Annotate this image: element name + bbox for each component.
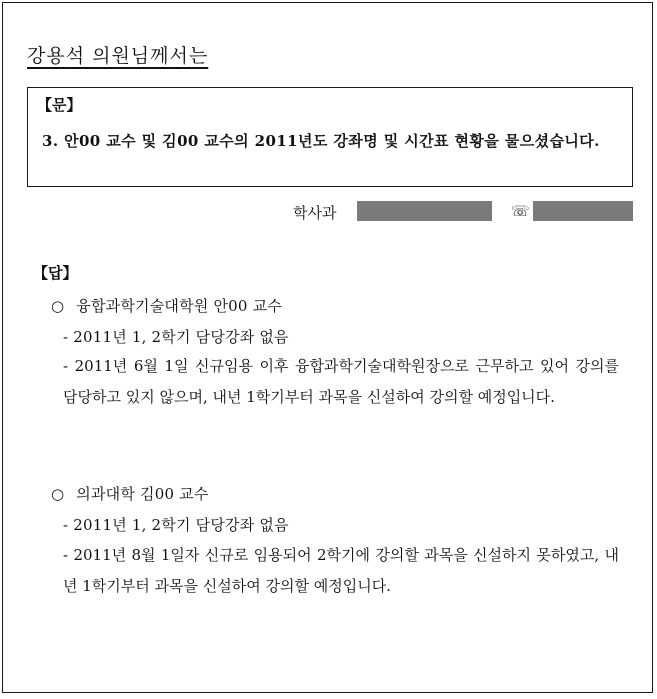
contact-row xyxy=(3,201,654,223)
answer-label: 【답】 xyxy=(33,264,78,282)
circle-bullet-icon: ○ xyxy=(51,297,65,315)
question-text: 3. 안00 교수 및 김00 교수의 2011년도 강좌명 및 시간표 현황을 물으셨습니다. xyxy=(42,132,600,150)
answer-section-1-item-1: - 2011년 1, 2학기 담당강좌 없음 xyxy=(63,328,289,346)
document-page xyxy=(2,2,653,693)
answer-section-2-item-2: - 2011년 8월 1일자 신규로 임용되어 2학기에 강의할 과목을 신설하지 못하였고, 내년 1학기부터 과목을 신설하여 강의할 예정입니다. xyxy=(63,546,619,595)
circle-bullet-icon: ○ xyxy=(51,485,65,503)
section-title: 융합과학기술대학원 안00 교수 xyxy=(76,297,283,315)
section-title: 의과대학 김00 교수 xyxy=(76,485,209,503)
answer-section-2-item-1: - 2011년 1, 2학기 담당강좌 없음 xyxy=(63,516,289,534)
document-heading: 강용석 의원님께서는 xyxy=(27,45,209,67)
redacted-phone-block xyxy=(533,201,633,221)
department-name: 학사과 xyxy=(293,204,337,222)
answer-section-1-title xyxy=(51,295,282,316)
question-box xyxy=(27,87,633,187)
redacted-name-block xyxy=(357,201,492,221)
answer-section-1-item-2: - 2011년 6월 1일 신규임용 이후 융합과학기술대학원장으로 근무하고 있어 강의를 담당하고 있지 않으며, 내년 1학기부터 과목을 신설하여 강의할 예정입니다. xyxy=(63,357,619,406)
question-label: 【문】 xyxy=(37,96,82,114)
telephone-icon: ☏ xyxy=(511,202,530,220)
answer-section-2-title xyxy=(51,483,209,504)
